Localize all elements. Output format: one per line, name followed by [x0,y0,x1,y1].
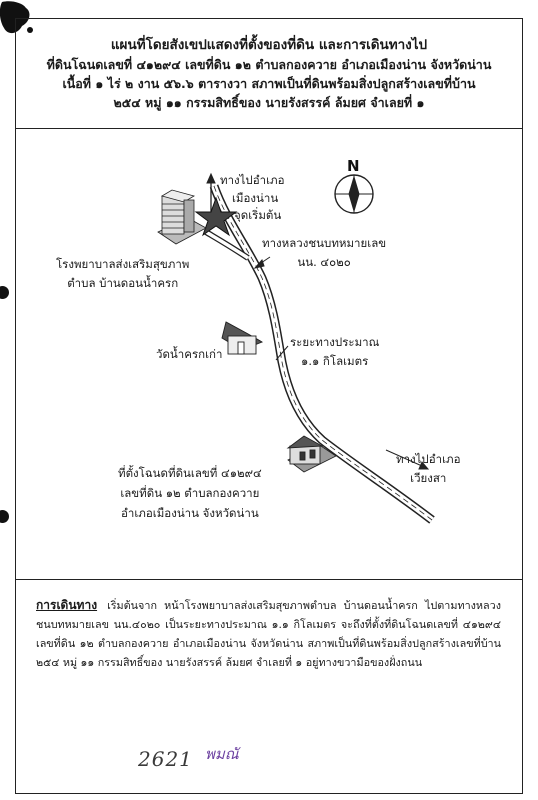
label-highway-line2: นน. ๔๐๒๐ [297,255,351,269]
directions-text: เริ่มต้นจาก หน้าโรงพยาบาลส่งเสริมสุขภาพตำบล บ้านดอนน้ำครก ไปตามทางหลวงชนบทหมายเลข นน.๔๐๒๐ เป็นระยะทางประมาณ ๑.๑ กิโลเมตร จะถึงที่ตั้งที่ดินโฉนดเลขที่ ๔๑๒๙๔ เลขที่ดิน ๑๒ ตำบลกองควาย อำเภอเมืองน่าน จังหวัดน่าน สภาพเป็นที่ดินพร้อมสิ่งปลูกสร้างเลขที่บ้าน ๒๕๔ หมู่ ๑๑ กรรมสิทธิ์ของ นายรังสรรค์ ล้มยศ จำเลยที่ ๑ อยู่ทางขวามือของฝั่งถนน [36,599,501,669]
label-start-point-text: จุดเริ่มต้น [234,208,282,222]
label-start-point [234,207,281,223]
label-highway [262,235,386,270]
label-site-line3: อำเภอเมืองน่าน จังหวัดน่าน [121,506,259,520]
label-to-district-line2: เมืองน่าน [232,191,279,205]
title-line-4: ๒๕๔ หมู่ ๑๑ กรรมสิทธิ์ของ นายรังสรรค์ ล้มยศ จำเลยที่ ๑ [113,95,425,110]
title-line-2: ที่ดินโฉนดเลขที่ ๔๑๒๙๔ เลขที่ดิน ๑๒ ตำบลกองควาย อำเภอเมืองน่าน จังหวัดน่าน [46,57,492,72]
label-to-district [220,172,285,188]
handwritten-signature: พมณั [205,745,239,763]
compass-letter: N [347,157,360,175]
hospital-building-icon [158,190,206,244]
temple-icon [222,322,262,354]
label-hospital-line1: โรงพยาบาลส่งเสริมสุขภาพ [56,257,190,271]
compass-icon [335,175,373,213]
label-highway-line1: ทางหลวงชนบทหมายเลข [262,236,387,250]
directions-paragraph [36,596,501,672]
label-distance [290,334,379,369]
label-mueang-nan [232,190,278,206]
label-to-wiang-line1: ทางไปอำเภอ [396,452,461,466]
directions-heading: การเดินทาง [36,598,98,612]
label-temple-text: วัดน้ำครกเก่า [156,347,223,361]
label-to-wiang-sa [396,451,461,486]
label-distance-line1: ระยะทางประมาณ [290,335,380,349]
label-site [118,465,262,521]
label-to-district-line1: ทางไปอำเภอ [220,173,285,187]
label-temple [156,346,222,362]
title-line-3: เนื้อที่ ๑ ไร่ ๒ งาน ๕๖.๖ ตารางวา สภาพเป็นที่ดินพร้อมสิ่งปลูกสร้างเลขที่บ้าน [62,76,476,91]
handwritten-page-number: 2621 [138,747,193,771]
label-site-line2: เลขที่ดิน ๑๒ ตำบลกองควาย [120,486,260,500]
label-hospital-line2: ตำบล บ้านดอนน้ำครก [67,276,179,290]
label-distance-line2: ๑.๑ กิโลเมตร [301,354,369,368]
label-site-line1: ที่ตั้งโฉนดที่ดินเลขที่ ๔๑๒๙๔ [118,466,262,480]
label-to-wiang-line2: เวียงสา [410,471,447,485]
label-hospital [56,256,189,291]
title-line-1: แผนที่โดยสังเขปแสดงที่ตั้งของที่ดิน และการเดินทางไป [110,37,428,53]
